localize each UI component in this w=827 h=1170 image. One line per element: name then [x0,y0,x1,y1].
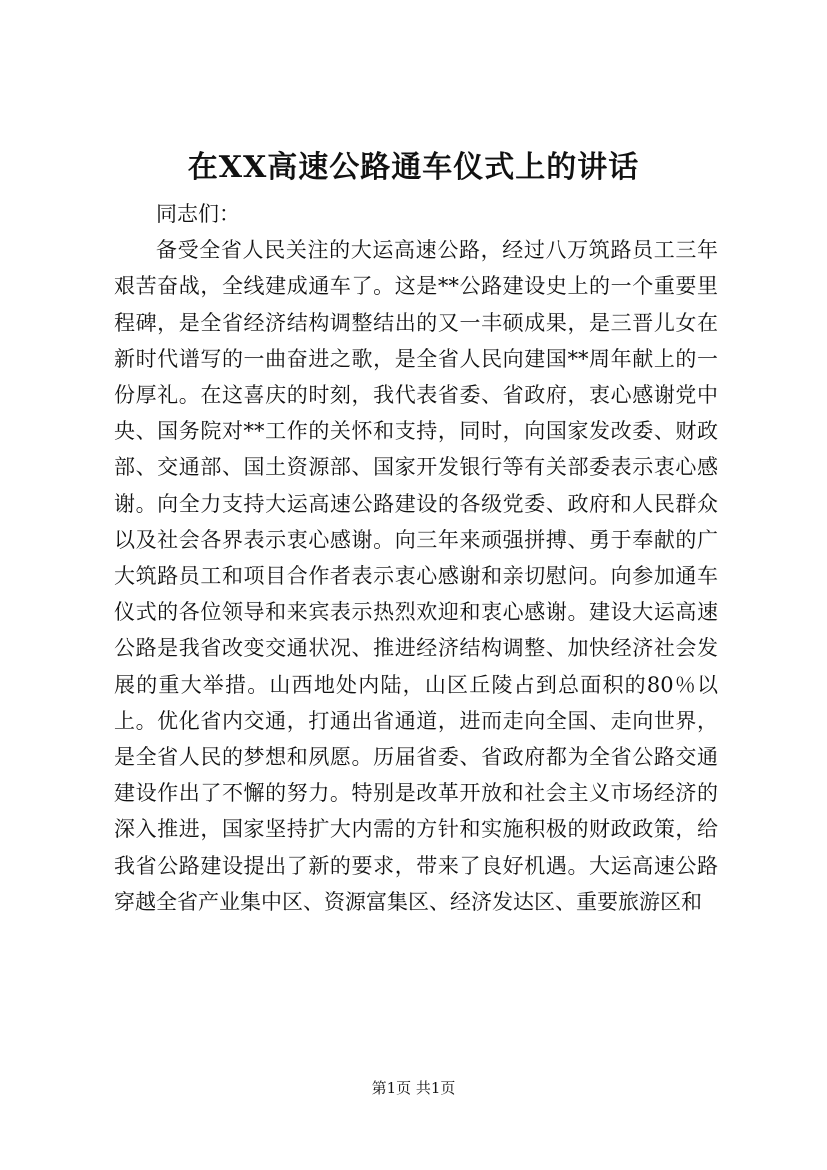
document-title: 在XX高速公路通车仪式上的讲话 [187,150,640,185]
document-body [114,196,718,920]
salutation: 同志们： [156,202,240,226]
body-paragraph: 备受全省人民关注的大运高速公路，经过八万筑路员工三年艰苦奋战，全线建成通车了。这是**公路建设史上的一个重要里程碑，是全省经济结构调整结出的又一丰硕成果，是三晋儿女在新时代谱写的一曲奋进之歌，是全省人民向建国**周年献上的一份厚礼。在这喜庆的时刻，我代表省委、省政府，衷心感谢党中央、国务院对**工作的关怀和支持，同时，向国家发改委、财政部、交通部、国土资源部、国家开发银行等有关部委表示衷心感谢。向全力支持大运高速公路建设的各级党委、政府和人民群众以及社会各界表示衷心感谢。向三年来顽强拼搏、勇于奉献的广大筑路员工和项目合作者表示衷心感谢和亲切慰问。向参加通车仪式的各位领导和来宾表示热烈欢迎和衷心感谢。建设大运高速公路是我省改变交通状况、推进经济结构调整、加快经济社会发展的重大举措。山西地处内陆，山区丘陵占到总面积的80％以上。优化省内交通，打通出省通道，进而走向全国、走向世界，是全省人民的梦想和夙愿。历届省委、省政府都为全省公路交通建设作出了不懈的努力。特别是改革开放和社会主义市场经济的深入推进，国家坚持扩大内需的方针和实施积极的财政政策，给我省公路建设提出了新的要求，带来了良好机遇。大运高速公路穿越全省产业集中区、资源富集区、经济发达区、重要旅游区和 [114,238,718,914]
page-footer: 第1页 共1页 [371,1079,456,1097]
